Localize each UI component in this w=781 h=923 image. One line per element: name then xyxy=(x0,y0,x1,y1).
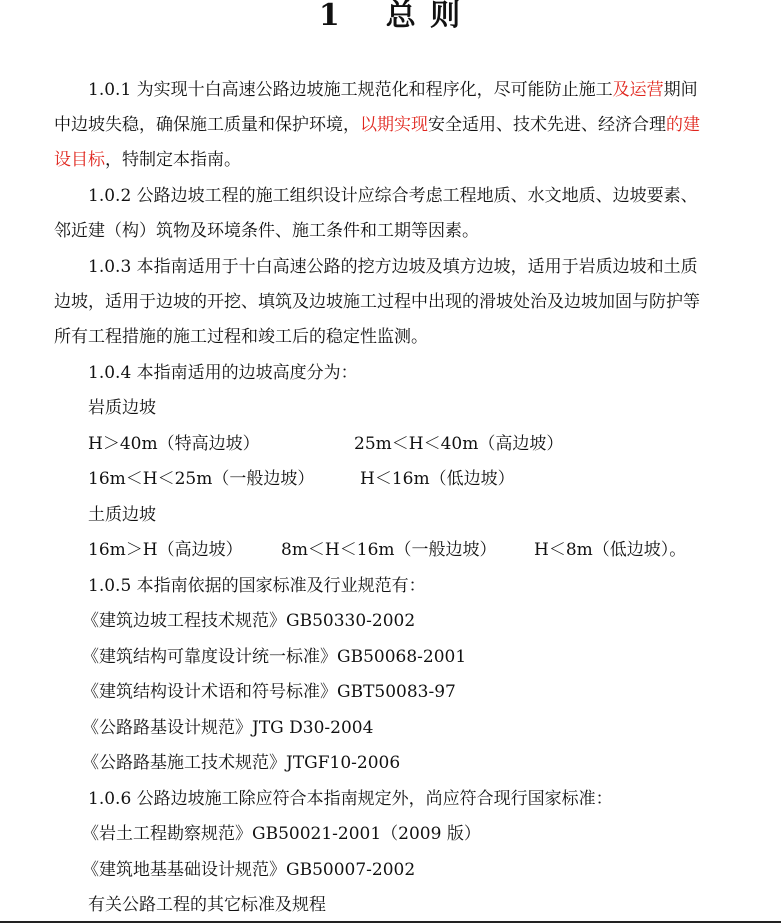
clause-1-0-3-line-2: 边坡，适用于边坡的开挖、填筑及边坡施工过程中出现的滑坡处治及边坡加固与防护等 xyxy=(54,292,700,312)
chapter-title xyxy=(0,0,781,36)
clause-text: ，特制定本指南。 xyxy=(105,150,241,170)
height-class: H＜8m（低边坡）。 xyxy=(534,540,687,560)
clause-1-0-3-line-3: 所有工程措施的施工过程和竣工后的稳定性监测。 xyxy=(54,327,428,347)
rock-slope-heading: 岩质边坡 xyxy=(88,398,156,418)
clause-1-0-2-line-2: 邻近建（构）筑物及环境条件、施工条件和工期等因素。 xyxy=(54,221,479,241)
clause-text: 安全适用、技术先进、经济合理 xyxy=(428,115,666,135)
clause-1-0-2-line-1: 1.0.2 公路边坡工程的施工组织设计应综合考虑工程地质、水文地质、边坡要素、 xyxy=(88,186,698,206)
clause-text: 中边坡失稳，确保施工质量和保护环境， xyxy=(54,115,360,135)
chapter-number: 1 xyxy=(318,0,342,33)
soil-slope-heading: 土质边坡 xyxy=(88,505,156,525)
clause-1-0-5-intro: 1.0.5 本指南依据的国家标准及行业规范有： xyxy=(88,576,426,596)
rock-slope-row-1 xyxy=(88,432,563,456)
clause-1-0-6-intro: 1.0.6 公路边坡施工除应符合本指南规定外，尚应符合现行国家标准： xyxy=(88,789,613,809)
standard-item: 《建筑地基基础设计规范》GB50007-2002 xyxy=(82,860,416,880)
trailing-text: 有关公路工程的其它标准及规程 xyxy=(88,895,326,915)
standard-item: 《建筑结构设计术语和符号标准》GBT50083-97 xyxy=(82,682,456,702)
standard-item: 《公路路基设计规范》JTG D30-2004 xyxy=(82,718,374,738)
highlighted-text: 及运营 xyxy=(612,80,664,100)
standard-item: 《建筑边坡工程技术规范》GB50330-2002 xyxy=(82,611,416,631)
clause-text: 1.0.1 为实现十白高速公路边坡施工规范化和程序化，尽可能防止施工 xyxy=(88,80,613,100)
highlighted-text: 的建 xyxy=(666,115,700,135)
clause-text: 期间 xyxy=(663,80,698,100)
height-class: 25m＜H＜40m（高边坡） xyxy=(354,434,564,454)
chapter-heading: 总 则 xyxy=(385,0,463,33)
highlighted-text: 以期实现 xyxy=(360,115,428,135)
height-class: H＞40m（特高边坡） xyxy=(88,434,260,454)
height-class: 16m＜H＜25m（一般边坡） xyxy=(88,469,315,489)
rock-slope-row-2 xyxy=(88,467,515,491)
clause-1-0-4-intro: 1.0.4 本指南适用的边坡高度分为： xyxy=(88,363,358,383)
clause-1-0-1-line-3 xyxy=(54,148,241,172)
standard-item: 《公路路基施工技术规范》JTGF10-2006 xyxy=(82,753,401,773)
height-class: 8m＜H＜16m（一般边坡） xyxy=(281,540,497,560)
clause-1-0-3-line-1: 1.0.3 本指南适用于十白高速公路的挖方边坡及填方边坡，适用于岩质边坡和土质 xyxy=(88,257,698,277)
clause-1-0-1-line-2 xyxy=(54,113,700,137)
standard-item: 《岩土工程勘察规范》GB50021-2001（2009 版） xyxy=(82,824,481,844)
standard-item: 《建筑结构可靠度设计统一标准》GB50068-2001 xyxy=(82,647,467,667)
highlighted-text: 设目标 xyxy=(54,150,105,170)
soil-slope-row xyxy=(88,538,686,562)
height-class: H＜16m（低边坡） xyxy=(360,469,515,489)
clause-1-0-1-line-1 xyxy=(88,78,698,102)
height-class: 16m＞H（高边坡） xyxy=(88,540,243,560)
